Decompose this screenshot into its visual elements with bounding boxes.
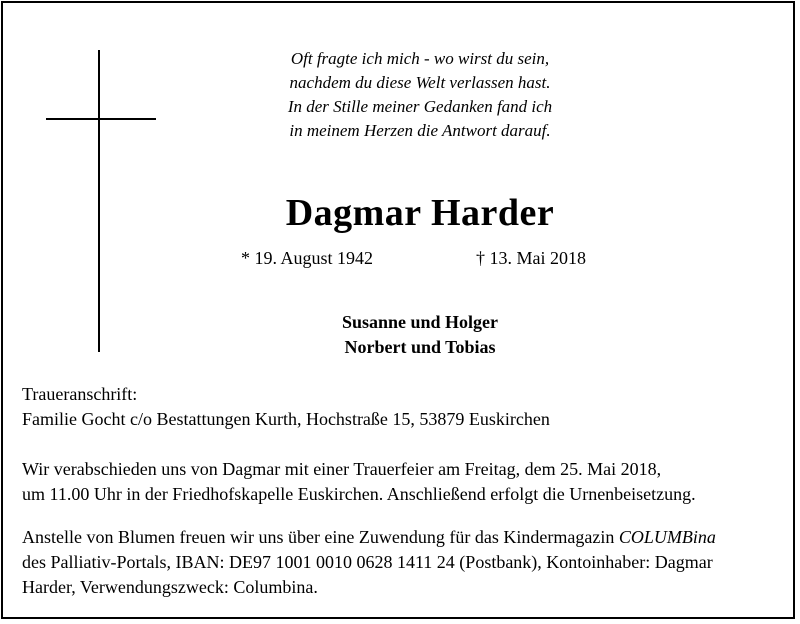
cross-symbol-horizontal (46, 118, 156, 120)
funeral-service-info (22, 457, 696, 507)
poem-line: in meinem Herzen die Antwort darauf. (289, 121, 551, 140)
poem-line: In der Stille meiner Gedanken fand ich (287, 97, 553, 116)
donation-line-2: des Palliativ-Portals, IBAN: DE97 1001 0010 0628 1411 24 (Postbank), Kontoinhaber: Dagmar (22, 552, 713, 572)
donation-line-1-text: Anstelle von Blumen freuen wir uns über eine Zuwendung für das Kindermagazin (22, 527, 619, 547)
address-label: Traueranschrift: (22, 384, 138, 404)
mourners-list (270, 310, 570, 360)
donation-line-3: Harder, Verwendungszweck: Columbina. (22, 577, 318, 597)
deceased-name: Dagmar Harder (285, 192, 555, 234)
death-date: † 13. Mai 2018 (476, 248, 586, 268)
poem-line: nachdem du diese Welt verlassen hast. (289, 73, 551, 92)
address-value: Familie Gocht c/o Bestattungen Kurth, Hochstraße 15, 53879 Euskirchen (22, 409, 550, 429)
poem-line: Oft fragte ich mich - wo wirst du sein, (290, 49, 550, 68)
service-line: um 11.00 Uhr in der Friedhofskapelle Euskirchen. Anschließend erfolgt die Urnenbeisetzung. (22, 484, 696, 504)
memorial-poem (200, 47, 640, 143)
mourning-address (22, 382, 550, 432)
birth-date: * 19. August 1942 (241, 248, 374, 268)
service-line: Wir verabschieden uns von Dagmar mit einer Trauerfeier am Freitag, dem 25. Mai 2018, (22, 459, 662, 479)
mourners-line: Norbert und Tobias (344, 337, 496, 357)
cross-symbol-vertical (98, 50, 100, 352)
donation-line-1 (22, 525, 716, 550)
magazine-name: COLUMBina (618, 527, 716, 547)
donation-request (22, 525, 716, 600)
mourners-line: Susanne und Holger (341, 312, 499, 332)
